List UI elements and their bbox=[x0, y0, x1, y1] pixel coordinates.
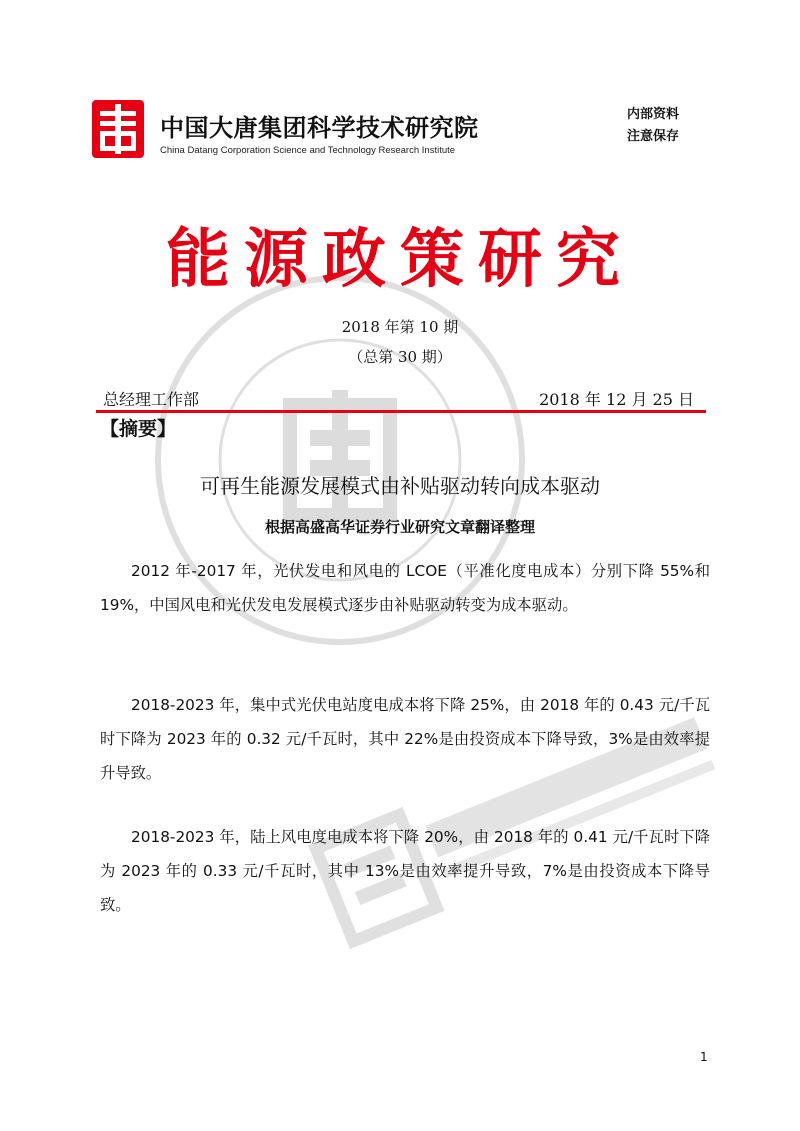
organization-name-en: China Datang Corporation Science and Technology Research Institute bbox=[160, 145, 456, 156]
article-subtitle: 根据高盛高华证券行业研究文章翻译整理 bbox=[264, 518, 535, 536]
classification-line-2: 注意保存 bbox=[627, 129, 680, 144]
total-issue-number: （总第 30 期） bbox=[348, 348, 452, 366]
publication-date: 2018 年 12 月 25 日 bbox=[539, 390, 694, 409]
header-divider bbox=[96, 410, 706, 413]
paragraph: 2018-2023 年，陆上风电度电成本将下降 20%，由 2018 年的 0.41 元/千瓦时下降为 2023 年的 0.33 元/千瓦时，其中 13%是由效率提升导致，7%是由投资成本下降导致。 bbox=[100, 828, 710, 914]
paragraph: 2012 年-2017 年，光伏发电和风电的 LCOE（平准化度电成本）分别下降 55%和 19%，中国风电和光伏发电发展模式逐步由补贴驱动转变为成本驱动。 bbox=[100, 562, 710, 614]
article-title: 可再生能源发展模式由补贴驱动转向成本驱动 bbox=[200, 474, 600, 498]
paragraph: 2018-2023 年，集中式光伏电站度电成本将下降 25%，由 2018 年的 0.43 元/千瓦时下降为 2023 年的 0.32 元/千瓦时，其中 22%是由投资成本下降导致，3%是由效率提升导致。 bbox=[100, 696, 710, 782]
classification-line-1: 内部资料 bbox=[627, 107, 680, 122]
organization-name bbox=[160, 108, 479, 156]
issue-info bbox=[0, 312, 800, 372]
organization-name-cn: 中国大唐集团科学技术研究院 bbox=[160, 114, 479, 142]
department: 总经理工作部 bbox=[103, 390, 200, 409]
datang-logo-icon bbox=[92, 100, 144, 158]
classification-note bbox=[627, 104, 679, 148]
abstract-tag: 【摘要】 bbox=[100, 418, 177, 440]
page-number: 1 bbox=[700, 1050, 708, 1064]
publication-title: 能源政策研究 bbox=[166, 222, 634, 297]
issue-number: 2018 年第 10 期 bbox=[341, 318, 459, 336]
